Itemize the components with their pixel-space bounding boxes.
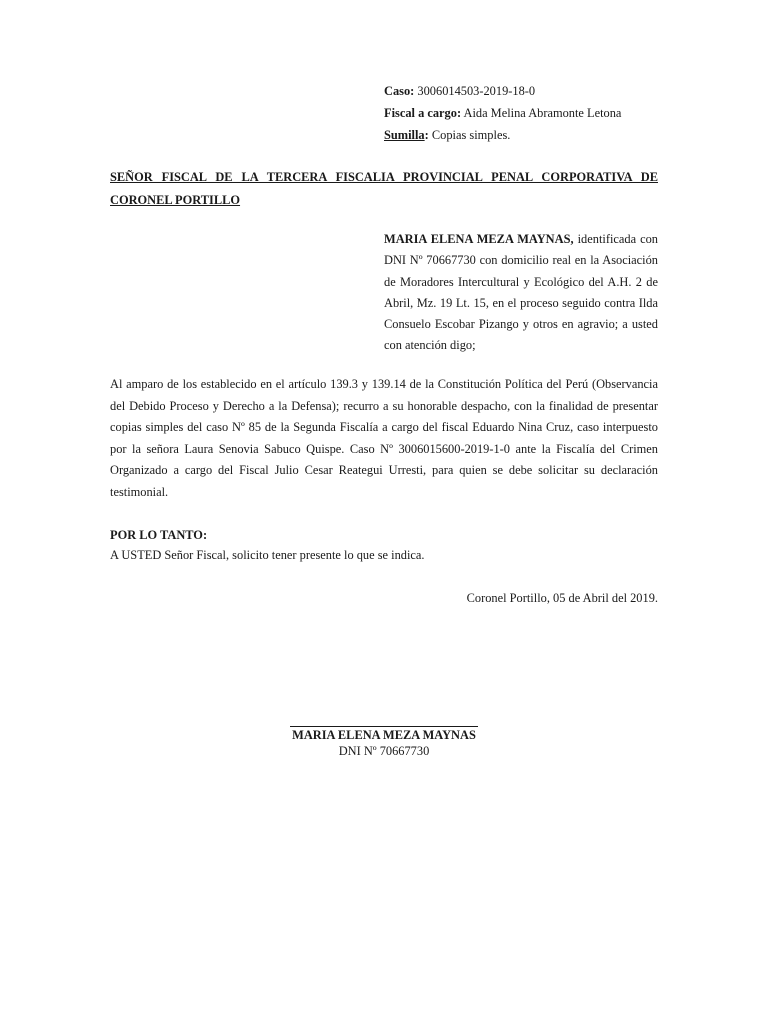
prosecutor-label: Fiscal a cargo: (384, 106, 462, 120)
signature-name: MARIA ELENA MEZA MAYNAS (292, 728, 476, 742)
summary-label: Sumilla (384, 128, 425, 142)
petition-body: Al amparo de los establecido en el artículo 139.3 y 139.14 de la Constitución Política del Perú (Observancia del Debido Proceso y Derecho a la Defensa); recurro a su honorable despacho, con la finalidad de presentar copias simples del caso Nº 85 de la Segunda Fiscalía a cargo del fiscal Eduardo Nina Cruz, caso interpuesto por la señora Laura Senovia Sabuco Quispe. Caso Nº 3006015600-2019-1-0 ante la Fiscalía del Crimen Organizado a cargo del Fiscal Julio Cesar Reategui Urresti, para quien se debe solicitar su declaración testimonial. (110, 377, 658, 499)
case-line (384, 80, 621, 102)
petitioner-intro (384, 229, 658, 357)
prosecutor-name: Aida Melina Abramonte Letona (463, 106, 622, 120)
case-number: 3006014503-2019-18-0 (417, 84, 536, 98)
petitioner-details: identificada con DNI Nº 70667730 con domicilio real en la Asociación de Moradores Intercultural y Ecológico del A.H. 2 de Abril, Mz. 19 Lt. 15, en el proceso seguido contra Ilda Consuelo Escobar Pizango y otros en agravio; a usted con atención digo; (384, 232, 658, 353)
signature-dni: DNI Nº 70667730 (338, 744, 430, 758)
petitioner-name: MARIA ELENA MEZA MAYNAS, (384, 232, 574, 246)
summary-colon: : (424, 128, 429, 142)
prosecutor-line (384, 102, 621, 124)
place-date: Coronel Portillo, 05 de Abril del 2019. (466, 591, 658, 605)
closing-request: A USTED Señor Fiscal, solicito tener presente lo que se indica. (110, 548, 425, 562)
summary-line (384, 124, 621, 146)
summary-value: Copias simples. (431, 128, 511, 142)
case-label: Caso: (384, 84, 415, 98)
document-header (384, 80, 621, 146)
closing-heading: POR LO TANTO: (110, 528, 208, 542)
addressee-title: SEÑOR FISCAL DE LA TERCERA FISCALIA PROVINCIAL PENAL CORPORATIVA DE CORONEL PORTILLO (110, 170, 658, 207)
